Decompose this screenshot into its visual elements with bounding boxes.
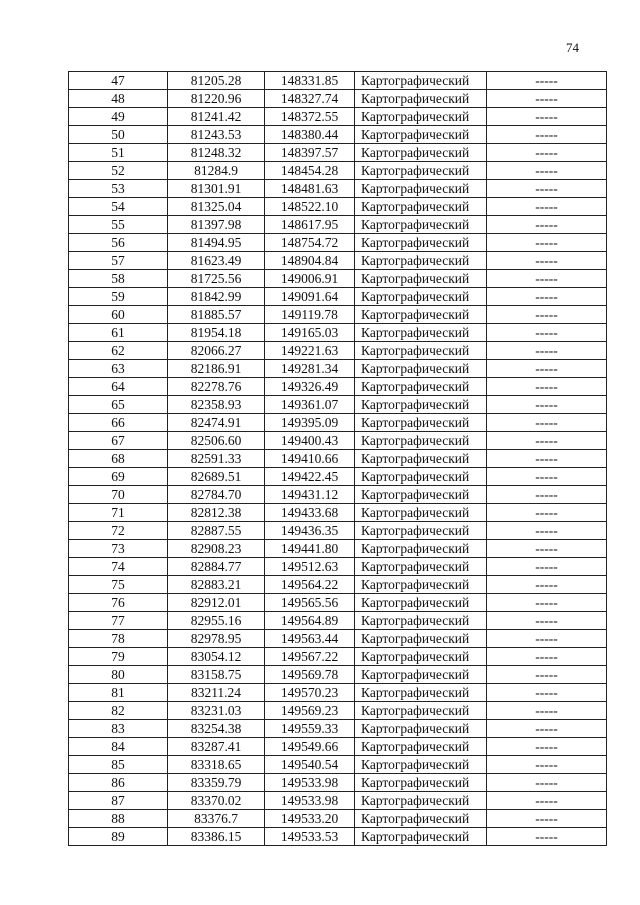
table-row (69, 144, 607, 162)
table-row (69, 180, 607, 198)
table-row (69, 828, 607, 846)
method-cell: Картографический (355, 306, 487, 324)
x-coordinate-cell: 82883.21 (168, 576, 265, 594)
method-cell: Картографический (355, 828, 487, 846)
point-number-cell: 75 (69, 576, 168, 594)
table-row (69, 396, 607, 414)
accuracy-cell: ----- (487, 594, 607, 612)
accuracy-cell: ----- (487, 432, 607, 450)
point-number-cell: 82 (69, 702, 168, 720)
point-number-cell: 59 (69, 288, 168, 306)
table-row (69, 612, 607, 630)
y-coordinate-cell: 148522.10 (265, 198, 355, 216)
method-cell: Картографический (355, 774, 487, 792)
method-cell: Картографический (355, 252, 487, 270)
method-cell: Картографический (355, 468, 487, 486)
method-cell: Картографический (355, 288, 487, 306)
y-coordinate-cell: 149563.44 (265, 630, 355, 648)
method-cell: Картографический (355, 702, 487, 720)
accuracy-cell: ----- (487, 342, 607, 360)
method-cell: Картографический (355, 792, 487, 810)
method-cell: Картографический (355, 396, 487, 414)
accuracy-cell: ----- (487, 666, 607, 684)
method-cell: Картографический (355, 324, 487, 342)
table-row (69, 108, 607, 126)
point-number-cell: 73 (69, 540, 168, 558)
table-row (69, 162, 607, 180)
table-row (69, 72, 607, 90)
table-row (69, 270, 607, 288)
point-number-cell: 74 (69, 558, 168, 576)
point-number-cell: 57 (69, 252, 168, 270)
accuracy-cell: ----- (487, 504, 607, 522)
accuracy-cell: ----- (487, 162, 607, 180)
method-cell: Картографический (355, 180, 487, 198)
x-coordinate-cell: 82689.51 (168, 468, 265, 486)
accuracy-cell: ----- (487, 306, 607, 324)
x-coordinate-cell: 83376.7 (168, 810, 265, 828)
method-cell: Картографический (355, 450, 487, 468)
point-number-cell: 80 (69, 666, 168, 684)
y-coordinate-cell: 149533.98 (265, 774, 355, 792)
method-cell: Картографический (355, 378, 487, 396)
x-coordinate-cell: 83386.15 (168, 828, 265, 846)
accuracy-cell: ----- (487, 648, 607, 666)
x-coordinate-cell: 82474.91 (168, 414, 265, 432)
y-coordinate-cell: 149436.35 (265, 522, 355, 540)
accuracy-cell: ----- (487, 144, 607, 162)
point-number-cell: 66 (69, 414, 168, 432)
y-coordinate-cell: 148481.63 (265, 180, 355, 198)
x-coordinate-cell: 81248.32 (168, 144, 265, 162)
point-number-cell: 83 (69, 720, 168, 738)
accuracy-cell: ----- (487, 684, 607, 702)
point-number-cell: 85 (69, 756, 168, 774)
point-number-cell: 81 (69, 684, 168, 702)
point-number-cell: 89 (69, 828, 168, 846)
x-coordinate-cell: 82066.27 (168, 342, 265, 360)
table-row (69, 486, 607, 504)
point-number-cell: 52 (69, 162, 168, 180)
accuracy-cell: ----- (487, 468, 607, 486)
point-number-cell: 76 (69, 594, 168, 612)
accuracy-cell: ----- (487, 774, 607, 792)
point-number-cell: 58 (69, 270, 168, 288)
method-cell: Картографический (355, 108, 487, 126)
table-row (69, 234, 607, 252)
y-coordinate-cell: 149165.03 (265, 324, 355, 342)
y-coordinate-cell: 149400.43 (265, 432, 355, 450)
point-number-cell: 72 (69, 522, 168, 540)
method-cell: Картографический (355, 486, 487, 504)
table-row (69, 252, 607, 270)
table-row (69, 324, 607, 342)
accuracy-cell: ----- (487, 288, 607, 306)
method-cell: Картографический (355, 540, 487, 558)
table-row (69, 594, 607, 612)
y-coordinate-cell: 149564.22 (265, 576, 355, 594)
method-cell: Картографический (355, 684, 487, 702)
y-coordinate-cell: 148617.95 (265, 216, 355, 234)
point-number-cell: 48 (69, 90, 168, 108)
accuracy-cell: ----- (487, 612, 607, 630)
y-coordinate-cell: 148904.84 (265, 252, 355, 270)
accuracy-cell: ----- (487, 252, 607, 270)
y-coordinate-cell: 148754.72 (265, 234, 355, 252)
x-coordinate-cell: 83287.41 (168, 738, 265, 756)
point-number-cell: 51 (69, 144, 168, 162)
table-row (69, 216, 607, 234)
accuracy-cell: ----- (487, 630, 607, 648)
y-coordinate-cell: 149569.78 (265, 666, 355, 684)
accuracy-cell: ----- (487, 414, 607, 432)
accuracy-cell: ----- (487, 360, 607, 378)
table-row (69, 540, 607, 558)
accuracy-cell: ----- (487, 720, 607, 738)
accuracy-cell: ----- (487, 270, 607, 288)
x-coordinate-cell: 81284.9 (168, 162, 265, 180)
accuracy-cell: ----- (487, 126, 607, 144)
accuracy-cell: ----- (487, 396, 607, 414)
x-coordinate-cell: 83231.03 (168, 702, 265, 720)
accuracy-cell: ----- (487, 738, 607, 756)
coordinates-table (68, 71, 607, 846)
x-coordinate-cell: 83211.24 (168, 684, 265, 702)
method-cell: Картографический (355, 594, 487, 612)
page-number: 74 (566, 40, 579, 55)
method-cell: Картографический (355, 612, 487, 630)
accuracy-cell: ----- (487, 180, 607, 198)
accuracy-cell: ----- (487, 828, 607, 846)
table-row (69, 720, 607, 738)
y-coordinate-cell: 149567.22 (265, 648, 355, 666)
table-row (69, 792, 607, 810)
point-number-cell: 63 (69, 360, 168, 378)
accuracy-cell: ----- (487, 540, 607, 558)
point-number-cell: 67 (69, 432, 168, 450)
method-cell: Картографический (355, 720, 487, 738)
method-cell: Картографический (355, 648, 487, 666)
y-coordinate-cell: 149569.23 (265, 702, 355, 720)
x-coordinate-cell: 81243.53 (168, 126, 265, 144)
x-coordinate-cell: 83054.12 (168, 648, 265, 666)
y-coordinate-cell: 149564.89 (265, 612, 355, 630)
point-number-cell: 56 (69, 234, 168, 252)
table-row (69, 90, 607, 108)
y-coordinate-cell: 149540.54 (265, 756, 355, 774)
x-coordinate-cell: 82358.93 (168, 396, 265, 414)
table-row (69, 666, 607, 684)
accuracy-cell: ----- (487, 216, 607, 234)
point-number-cell: 78 (69, 630, 168, 648)
point-number-cell: 61 (69, 324, 168, 342)
point-number-cell: 54 (69, 198, 168, 216)
y-coordinate-cell: 149559.33 (265, 720, 355, 738)
method-cell: Картографический (355, 576, 487, 594)
table-row (69, 648, 607, 666)
x-coordinate-cell: 83158.75 (168, 666, 265, 684)
method-cell: Картографический (355, 90, 487, 108)
x-coordinate-cell: 82812.38 (168, 504, 265, 522)
method-cell: Картографический (355, 432, 487, 450)
x-coordinate-cell: 82887.55 (168, 522, 265, 540)
y-coordinate-cell: 149570.23 (265, 684, 355, 702)
point-number-cell: 84 (69, 738, 168, 756)
accuracy-cell: ----- (487, 108, 607, 126)
accuracy-cell: ----- (487, 90, 607, 108)
x-coordinate-cell: 81494.95 (168, 234, 265, 252)
method-cell: Картографический (355, 162, 487, 180)
accuracy-cell: ----- (487, 702, 607, 720)
table-row (69, 432, 607, 450)
y-coordinate-cell: 149533.20 (265, 810, 355, 828)
point-number-cell: 53 (69, 180, 168, 198)
y-coordinate-cell: 149441.80 (265, 540, 355, 558)
x-coordinate-cell: 82884.77 (168, 558, 265, 576)
point-number-cell: 55 (69, 216, 168, 234)
method-cell: Картографический (355, 522, 487, 540)
point-number-cell: 77 (69, 612, 168, 630)
point-number-cell: 70 (69, 486, 168, 504)
accuracy-cell: ----- (487, 72, 607, 90)
x-coordinate-cell: 81842.99 (168, 288, 265, 306)
method-cell: Картографический (355, 216, 487, 234)
y-coordinate-cell: 149281.34 (265, 360, 355, 378)
table-row (69, 576, 607, 594)
method-cell: Картографический (355, 360, 487, 378)
x-coordinate-cell: 82784.70 (168, 486, 265, 504)
accuracy-cell: ----- (487, 558, 607, 576)
table-row (69, 702, 607, 720)
x-coordinate-cell: 82278.76 (168, 378, 265, 396)
table-row (69, 774, 607, 792)
method-cell: Картографический (355, 342, 487, 360)
point-number-cell: 50 (69, 126, 168, 144)
y-coordinate-cell: 149433.68 (265, 504, 355, 522)
point-number-cell: 60 (69, 306, 168, 324)
accuracy-cell: ----- (487, 324, 607, 342)
x-coordinate-cell: 81397.98 (168, 216, 265, 234)
accuracy-cell: ----- (487, 198, 607, 216)
y-coordinate-cell: 149533.53 (265, 828, 355, 846)
accuracy-cell: ----- (487, 576, 607, 594)
y-coordinate-cell: 149395.09 (265, 414, 355, 432)
y-coordinate-cell: 149410.66 (265, 450, 355, 468)
x-coordinate-cell: 81325.04 (168, 198, 265, 216)
table-row (69, 738, 607, 756)
table-row (69, 810, 607, 828)
point-number-cell: 69 (69, 468, 168, 486)
y-coordinate-cell: 149326.49 (265, 378, 355, 396)
method-cell: Картографический (355, 810, 487, 828)
table-row (69, 756, 607, 774)
table-row (69, 378, 607, 396)
method-cell: Картографический (355, 270, 487, 288)
x-coordinate-cell: 82908.23 (168, 540, 265, 558)
x-coordinate-cell: 82506.60 (168, 432, 265, 450)
point-number-cell: 88 (69, 810, 168, 828)
method-cell: Картографический (355, 666, 487, 684)
method-cell: Картографический (355, 630, 487, 648)
x-coordinate-cell: 82978.95 (168, 630, 265, 648)
method-cell: Картографический (355, 558, 487, 576)
y-coordinate-cell: 149565.56 (265, 594, 355, 612)
y-coordinate-cell: 149119.78 (265, 306, 355, 324)
accuracy-cell: ----- (487, 810, 607, 828)
x-coordinate-cell: 81954.18 (168, 324, 265, 342)
method-cell: Картографический (355, 756, 487, 774)
point-number-cell: 71 (69, 504, 168, 522)
x-coordinate-cell: 82955.16 (168, 612, 265, 630)
method-cell: Картографический (355, 72, 487, 90)
x-coordinate-cell: 82912.01 (168, 594, 265, 612)
method-cell: Картографический (355, 126, 487, 144)
y-coordinate-cell: 149361.07 (265, 396, 355, 414)
x-coordinate-cell: 83318.65 (168, 756, 265, 774)
point-number-cell: 87 (69, 792, 168, 810)
point-number-cell: 62 (69, 342, 168, 360)
x-coordinate-cell: 81623.49 (168, 252, 265, 270)
x-coordinate-cell: 81220.96 (168, 90, 265, 108)
method-cell: Картографический (355, 504, 487, 522)
x-coordinate-cell: 83359.79 (168, 774, 265, 792)
x-coordinate-cell: 81301.91 (168, 180, 265, 198)
table-row (69, 522, 607, 540)
table-row (69, 288, 607, 306)
point-number-cell: 47 (69, 72, 168, 90)
y-coordinate-cell: 148397.57 (265, 144, 355, 162)
method-cell: Картографический (355, 198, 487, 216)
accuracy-cell: ----- (487, 756, 607, 774)
table-row (69, 414, 607, 432)
point-number-cell: 65 (69, 396, 168, 414)
y-coordinate-cell: 148454.28 (265, 162, 355, 180)
table-row (69, 306, 607, 324)
table-row (69, 126, 607, 144)
x-coordinate-cell: 81725.56 (168, 270, 265, 288)
y-coordinate-cell: 148331.85 (265, 72, 355, 90)
point-number-cell: 49 (69, 108, 168, 126)
x-coordinate-cell: 81885.57 (168, 306, 265, 324)
accuracy-cell: ----- (487, 234, 607, 252)
accuracy-cell: ----- (487, 792, 607, 810)
point-number-cell: 68 (69, 450, 168, 468)
table-row (69, 630, 607, 648)
y-coordinate-cell: 149091.64 (265, 288, 355, 306)
y-coordinate-cell: 149006.91 (265, 270, 355, 288)
x-coordinate-cell: 81205.28 (168, 72, 265, 90)
y-coordinate-cell: 149512.63 (265, 558, 355, 576)
x-coordinate-cell: 81241.42 (168, 108, 265, 126)
table-row (69, 342, 607, 360)
method-cell: Картографический (355, 414, 487, 432)
y-coordinate-cell: 149549.66 (265, 738, 355, 756)
table-row (69, 468, 607, 486)
y-coordinate-cell: 149422.45 (265, 468, 355, 486)
table-row (69, 198, 607, 216)
table-row (69, 558, 607, 576)
coordinates-table-body (69, 72, 607, 846)
table-row (69, 504, 607, 522)
accuracy-cell: ----- (487, 450, 607, 468)
table-row (69, 450, 607, 468)
method-cell: Картографический (355, 738, 487, 756)
x-coordinate-cell: 82186.91 (168, 360, 265, 378)
y-coordinate-cell: 148372.55 (265, 108, 355, 126)
y-coordinate-cell: 149221.63 (265, 342, 355, 360)
method-cell: Картографический (355, 234, 487, 252)
table-row (69, 684, 607, 702)
point-number-cell: 79 (69, 648, 168, 666)
y-coordinate-cell: 148380.44 (265, 126, 355, 144)
y-coordinate-cell: 148327.74 (265, 90, 355, 108)
accuracy-cell: ----- (487, 378, 607, 396)
table-row (69, 360, 607, 378)
x-coordinate-cell: 83370.02 (168, 792, 265, 810)
y-coordinate-cell: 149431.12 (265, 486, 355, 504)
x-coordinate-cell: 82591.33 (168, 450, 265, 468)
point-number-cell: 64 (69, 378, 168, 396)
accuracy-cell: ----- (487, 486, 607, 504)
point-number-cell: 86 (69, 774, 168, 792)
method-cell: Картографический (355, 144, 487, 162)
accuracy-cell: ----- (487, 522, 607, 540)
x-coordinate-cell: 83254.38 (168, 720, 265, 738)
y-coordinate-cell: 149533.98 (265, 792, 355, 810)
